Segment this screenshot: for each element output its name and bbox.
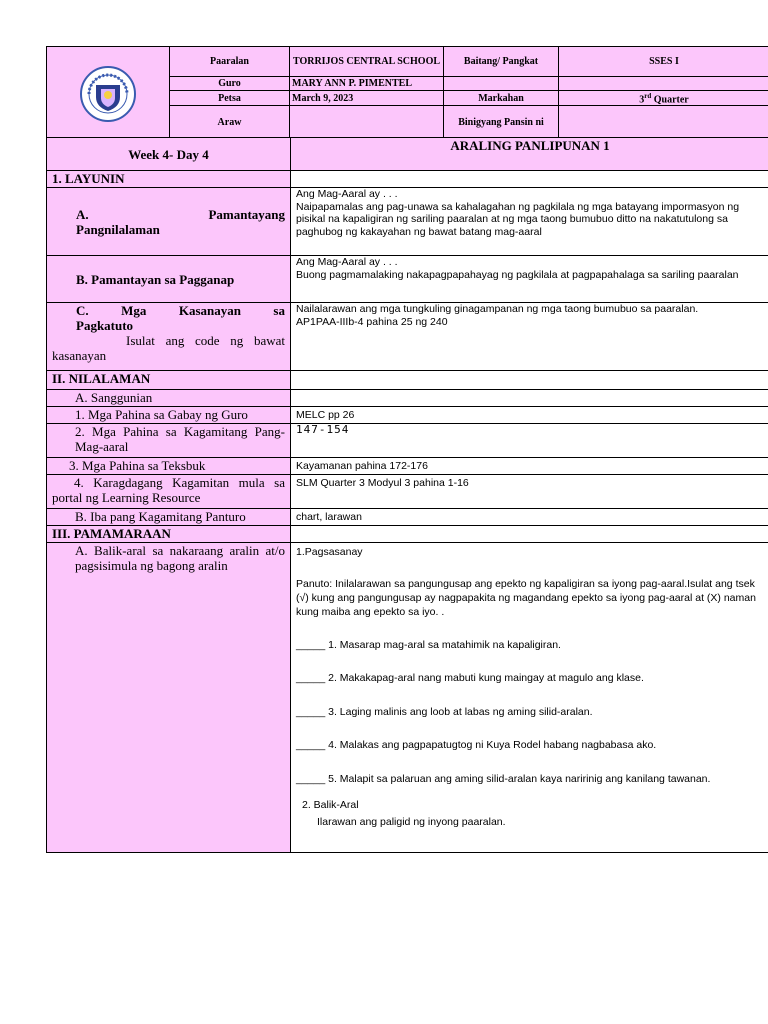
c-label-4: sa [273, 303, 285, 318]
a-label-3: Pangnilalaman [76, 221, 160, 237]
day-label: Araw [170, 106, 290, 139]
teacher-label: Guro [170, 77, 290, 91]
iba-pang-kagamitan-value: chart, larawan [291, 509, 768, 526]
teacher-extra-2 [559, 77, 768, 91]
c-label-5: Pagkatuto [76, 318, 134, 333]
learning-resource-value: SLM Quarter 3 Modyul 3 pahina 1-16 [291, 475, 768, 509]
exercise-item-3: _____ 3. Laging malinis ang loob at labas ng aming silid-aralan. [296, 705, 593, 718]
a-line2: Naipapamalas ang pag-unawa sa kahalagahan ng pagkilala ng mga batayang impormasyon ng pisikal na kapaligiran ng sariling paaralan at ng mga taong bumubuo ditto na nakatutulong sa paghubog ng kakayahan ng bawat batang mag-aaral [296, 200, 740, 238]
quarter-sup: rd [644, 92, 652, 100]
checked-value [559, 106, 768, 139]
subject-title: ARALING PANLIPUNAN 1 [291, 138, 768, 171]
pamamaraan-empty [291, 526, 768, 543]
teacher-extra-1 [444, 77, 559, 91]
day-value [290, 106, 444, 139]
sanggunian-empty [291, 390, 768, 407]
grade-value: SSES I [559, 47, 768, 77]
lesson-plan-table [46, 137, 768, 853]
a-label-1: A. [76, 206, 89, 222]
quarter-word: Quarter [651, 94, 689, 106]
balik-aral-heading: 2. Balik-Aral [302, 799, 359, 811]
quarter-num: 3 [639, 94, 645, 106]
c-label-6: Isulat ang code ng bawat kasanayan [52, 333, 285, 363]
date-value: March 9, 2023 [290, 91, 444, 106]
pamantayan-pagganap-value [291, 256, 768, 303]
kasanayan-label [47, 303, 291, 371]
panuto-text: Panuto: Inilalarawan sa pangungusap ang epekto ng kapaligiran sa iyong pag-aaral.Isulat ang tsek (√) kung ang pangungusap ay nagpapakita ng magandang epekto sa iyong pag-aaral at (X) naman kung maiba ang epekto sa iyo. . [296, 577, 756, 618]
kagamitang-mag-aaral-value: 147-154 [291, 424, 768, 458]
c-line2: AP1PAA-IIIb-4 pahina 25 ng 240 [296, 315, 448, 328]
sanggunian-label: A. Sanggunian [47, 390, 291, 407]
nilalaman-empty [291, 371, 768, 390]
balik-aral-content [291, 543, 768, 853]
gabay-guro-label: 1. Mga Pahina sa Gabay ng Guro [47, 407, 291, 424]
quarter-value [559, 91, 768, 106]
school-label: Paaralan [170, 47, 290, 77]
quarter-label: Markahan [444, 91, 559, 106]
kagamitang-mag-aaral-label: 2. Mga Pahina sa Kagamitang Pang- Mag-aaral [47, 424, 291, 458]
checked-label: Binigyang Pansin ni [444, 106, 559, 139]
learning-resource-label: 4. Karagdagang Kagamitan mula sa portal ng Learning Resource [47, 475, 291, 509]
c-label-1: C. [76, 303, 89, 318]
iba-pang-kagamitan-label: B. Iba pang Kagamitang Panturo [47, 509, 291, 526]
header-table [46, 46, 768, 139]
pamantayang-pangnilalaman-value [291, 188, 768, 256]
c-label-3: Kasanayan [178, 303, 241, 318]
school-value: TORRIJOS CENTRAL SCHOOL [290, 47, 444, 77]
gabay-guro-value: MELC pp 26 [291, 407, 768, 424]
pamantayang-pangnilalaman-label [47, 188, 291, 256]
deped-seal-icon [79, 65, 137, 123]
exercise-item-5: _____ 5. Malapit sa palaruan ang aming silid-aralan kaya naririnig ang kanilang tawanan. [296, 772, 711, 785]
c-label-2: Mga [121, 303, 147, 318]
a-label-2: Pamantayang [208, 206, 285, 222]
pamantayan-pagganap-label: B. Pamantayan sa Pagganap [47, 256, 291, 303]
balik-aral-label: A. Balik-aral sa nakaraang aralin at/o pagsisimula ng bagong aralin [47, 543, 291, 853]
layunin-empty [291, 171, 768, 188]
teksbuk-value: Kayamanan pahina 172-176 [291, 458, 768, 475]
nilalaman-title: II. NILALAMAN [47, 371, 291, 390]
teksbuk-label: 3. Mga Pahina sa Teksbuk [47, 458, 291, 475]
deped-logo-cell [47, 47, 170, 139]
c-line1: Nailalarawan ang mga tungkuling ginagampanan ng mga taong bumubuo sa paaralan. [296, 303, 699, 315]
balik-aral-text: Ilarawan ang paligid ng inyong paaralan. [317, 815, 506, 828]
exercise-item-2: _____ 2. Makakapag-aral nang mabuti kung maingay at magulo ang klase. [296, 672, 644, 684]
pamamaraan-title: III. PAMAMARAAN [47, 526, 291, 543]
grade-label: Baitang/ Pangkat [444, 47, 559, 77]
a-line1: Ang Mag-Aaral ay . . . [296, 188, 398, 200]
pagsasanay-heading: 1.Pagsasanay [296, 546, 363, 558]
date-label: Petsa [170, 91, 290, 106]
teacher-value: MARY ANN P. PIMENTEL [290, 77, 444, 91]
b-line2: Buong pagmamalaking nakapagpapahayag ng pagkilala at pagpapahalaga sa sariling paaralan [296, 268, 739, 281]
week-day: Week 4- Day 4 [47, 138, 291, 171]
kasanayan-value [291, 303, 768, 371]
exercise-item-1: _____ 1. Masarap mag-aral sa matahimik na kapaligiran. [296, 638, 561, 651]
layunin-title: 1. LAYUNIN [47, 171, 291, 188]
exercise-item-4: _____ 4. Malakas ang pagpapatugtog ni Kuya Rodel habang nagbabasa ako. [296, 739, 657, 751]
b-line1: Ang Mag-Aaral ay . . . [296, 256, 398, 268]
